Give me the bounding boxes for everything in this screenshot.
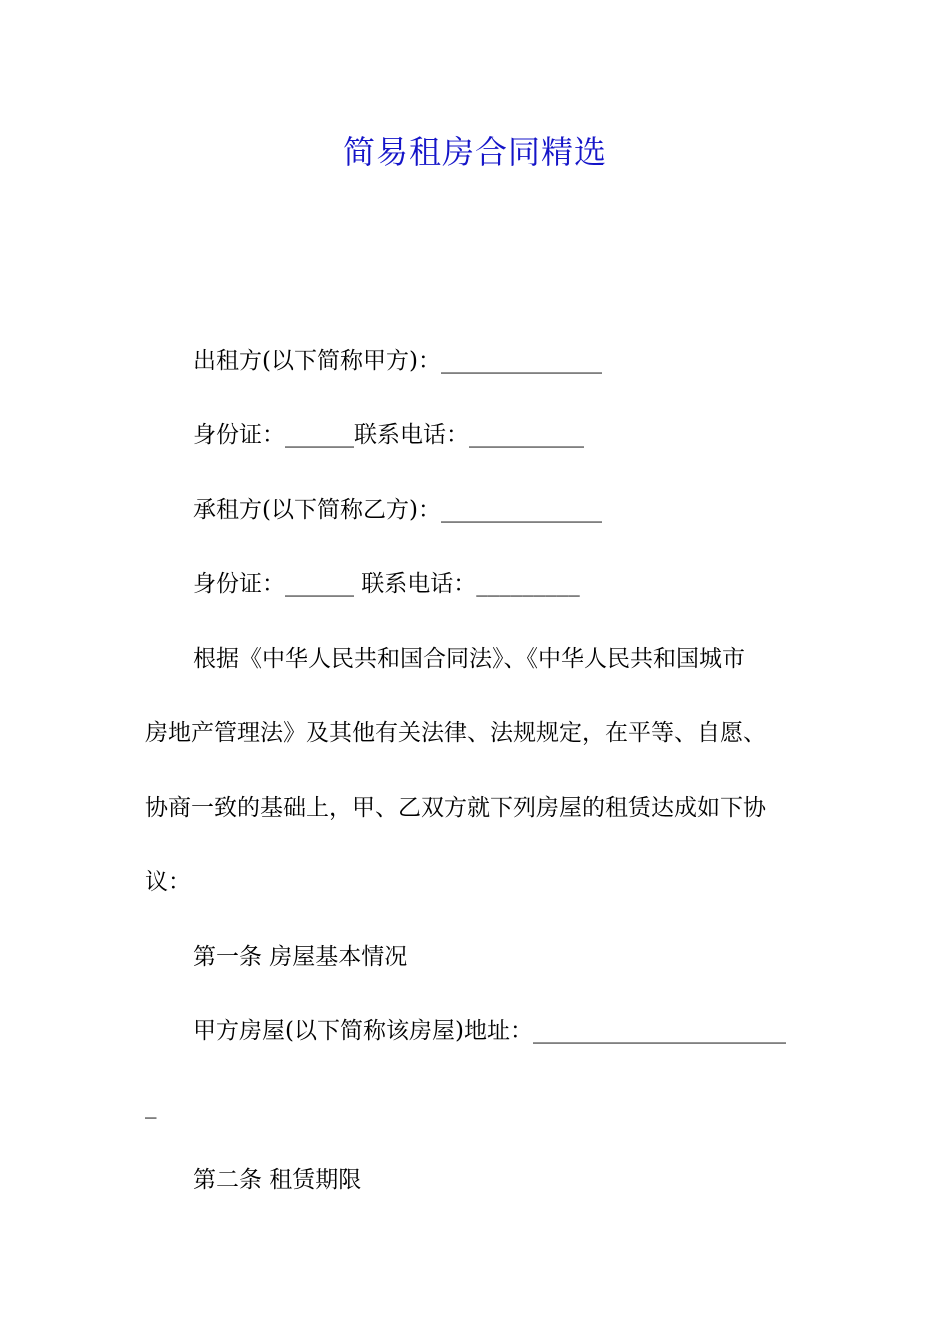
paragraph-line-1: 根据《中华人民共和国合同法》、《中华人民共和国城市 — [193, 646, 745, 672]
paragraph-line-3: 协商一致的基础上，甲、乙双方就下列房屋的租赁达成如下协 — [145, 795, 766, 821]
lessee-line: 承租方(以下简称乙方)：______________ — [193, 497, 602, 523]
lessor-line: 出租方(以下简称甲方)：______________ — [193, 348, 602, 374]
document-title: 简易租房合同精选 — [342, 133, 607, 171]
lessor-id-phone-line: 身份证：______联系电话：__________ — [193, 422, 584, 448]
address-line: 甲方房屋(以下简称该房屋)地址：______________________ — [193, 1018, 786, 1044]
address-continuation: _ — [145, 1093, 157, 1119]
lessee-id-phone-line: 身份证：______ 联系电话：_________ — [193, 571, 580, 597]
article-one-heading: 第一条 房屋基本情况 — [193, 944, 408, 970]
paragraph-line-4: 议： — [145, 869, 191, 895]
article-two-heading: 第二条 租赁期限 — [193, 1167, 362, 1193]
paragraph-line-2: 房地产管理法》及其他有关法律、法规规定，在平等、自愿、 — [145, 720, 766, 746]
